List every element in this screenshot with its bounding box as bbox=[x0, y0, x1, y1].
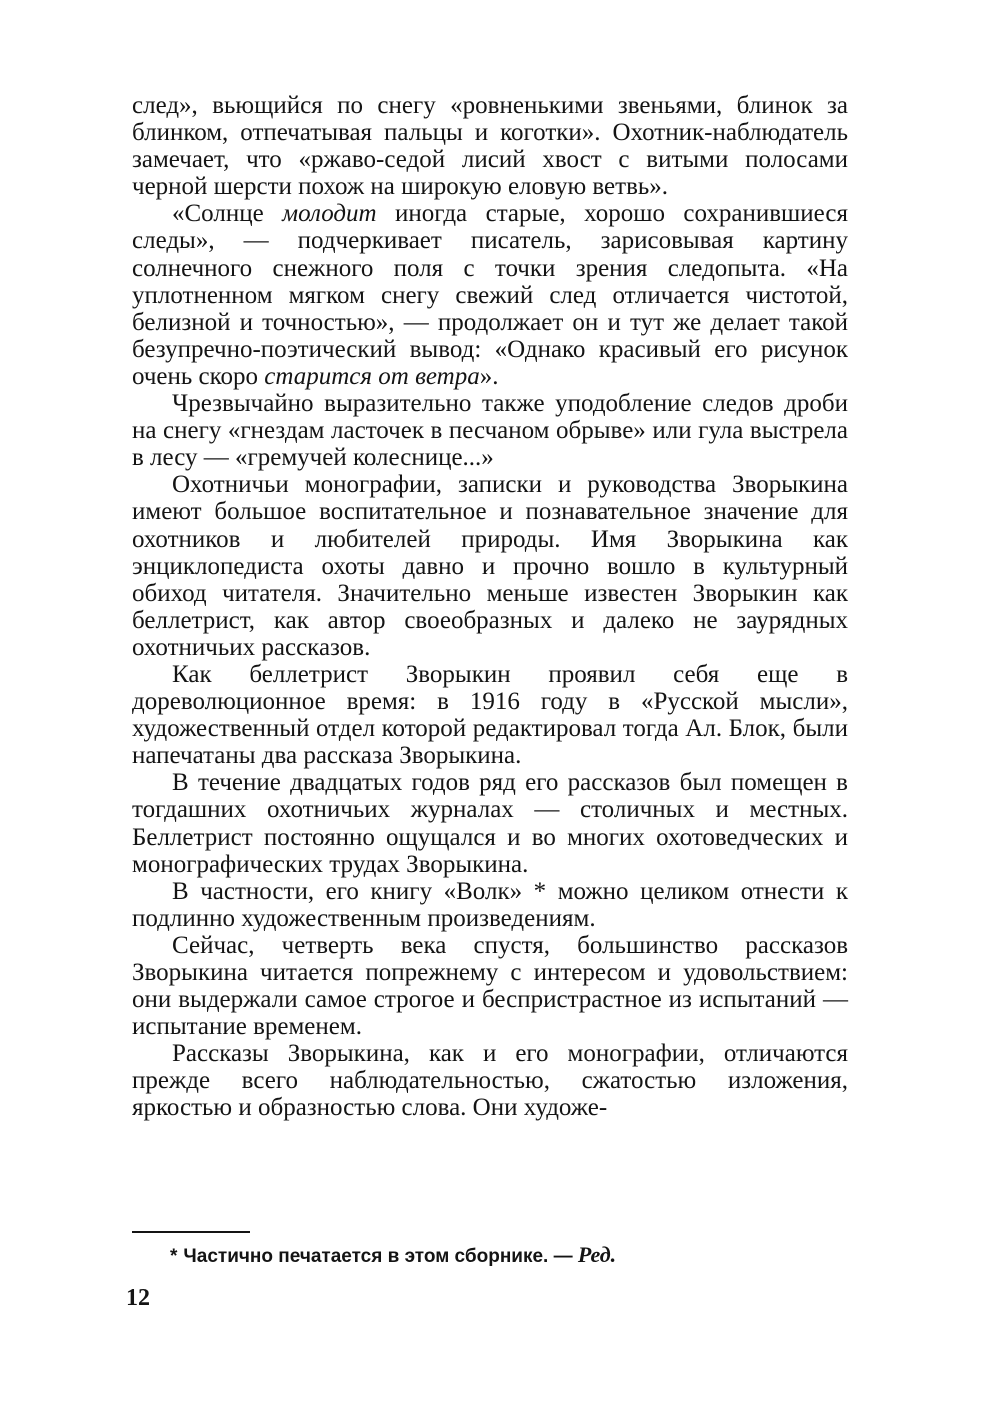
page-number: 12 bbox=[126, 1285, 150, 1311]
paragraph bbox=[132, 661, 848, 769]
paragraph bbox=[132, 932, 848, 1040]
footnote-editor-abbrev: Ред. bbox=[577, 1242, 617, 1267]
text-run: ». bbox=[479, 362, 499, 390]
italic-run: молодит bbox=[282, 200, 377, 228]
text-run: след», вьющийся по снегу «ровненькими звеньями, блинок за блинком, отпечатывая пальцы и коготки». Охотник-наблюдатель замечает, что «ржаво-седой лисий хвост с витыми полосами черной шерсти похож на широкую еловую ветвь». bbox=[132, 92, 848, 201]
text-run: В течение двадцатых годов ряд его рассказов был помещен в тогдашних охотничьих журналах — столичных и местных. Беллетрист постоянно ощущался и во многих охотоведческих и монографических трудах Зворыкина. bbox=[132, 769, 848, 878]
paragraph bbox=[132, 471, 848, 661]
paragraph bbox=[132, 390, 848, 471]
text-run: Чрезвычайно выразительно также уподобление следов дроби на снегу «гнездам ласточек в песчаном обрыве» или гула выстрела в лесу — «гремучей колеснице...» bbox=[132, 390, 848, 472]
footnote-marker: * bbox=[170, 1246, 178, 1267]
italic-run: старится от ветра bbox=[264, 362, 480, 390]
text-run: иногда старые, хорошо сохранившиеся следы», — подчеркивает писатель, зарисовывая картину солнечного снежного поля с точки зрения следопыта. «На уплотненном мягком снегу свежий след отличается чистотой, белизной и точностью», — продолжает он и тут же делает такой безупречно-поэтический вывод: «Однако красивый его рисунок очень скоро bbox=[132, 200, 848, 390]
paragraph bbox=[132, 878, 848, 932]
text-run: Как беллетрист Зворыкин проявил себя еще в дореволюционное время: в 1916 году в «Русской мысли», художественный отдел которой редактировал тогда Ал. Блок, были напечатаны два рассказа Зворыкина. bbox=[132, 660, 848, 770]
text-run: В частности, его книгу «Волк» * можно целиком отнести к подлинно художественным произведениям. bbox=[132, 877, 848, 932]
text-run: «Солнце bbox=[172, 200, 283, 228]
text-run: Сейчас, четверть века спустя, большинство рассказов Зворыкина читается попрежнему с интересом и удовольствием: они выдержали самое строгое и беспристрастное из испытаний — испытание временем. bbox=[132, 931, 848, 1041]
text-run: Охотничьи монографии, записки и руководства Зворыкина имеют большое воспитательное и познавательное значение для охотников и любителей природы. Имя Зворыкина как энциклопедиста охоты давно и прочно вошло в культурный обиход читателя. Значительно меньше известен Зворыкин как беллетрист, как автор своеобразных и далеко не заурядных охотничьих рассказов. bbox=[132, 471, 848, 661]
footnote-divider bbox=[132, 1231, 250, 1233]
paragraph bbox=[132, 1040, 848, 1121]
text-run: Рассказы Зворыкина, как и его монографии, отличаются прежде всего наблюдательностью, сжатостью изложения, яркостью и образностью слова. Они художе- bbox=[132, 1040, 848, 1122]
paragraph bbox=[132, 769, 848, 877]
footnote bbox=[170, 1240, 770, 1272]
footnote-text: Частично печатается в этом сборнике. — bbox=[183, 1246, 578, 1267]
paragraph bbox=[132, 92, 848, 200]
page-body bbox=[132, 92, 848, 1122]
paragraph bbox=[132, 200, 848, 390]
